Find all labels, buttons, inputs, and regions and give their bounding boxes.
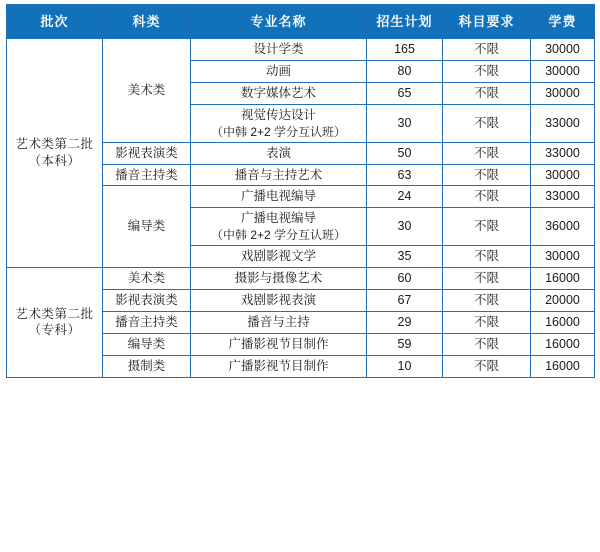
- major-name: 广播影视节目制作: [228, 358, 329, 373]
- cell-requirement: 不限: [443, 104, 531, 142]
- cell-tuition: 33000: [531, 104, 595, 142]
- cell-category: 美术类: [103, 268, 191, 290]
- cell-tuition: 30000: [531, 60, 595, 82]
- table-body: [7, 39, 595, 378]
- cell-plan: 30: [367, 104, 443, 142]
- major-name: 摄影与摄像艺术: [234, 271, 323, 286]
- cell-major: [191, 312, 367, 334]
- major-name: 设计学类: [253, 42, 304, 56]
- cell-tuition: 33000: [531, 186, 595, 208]
- cell-major: [191, 60, 367, 82]
- header-requirement: 科目要求: [443, 5, 531, 39]
- cell-category: 美术类: [103, 39, 191, 143]
- cell-tuition: 30000: [531, 82, 595, 104]
- cell-plan: 60: [367, 268, 443, 290]
- major-name: 数字媒体艺术: [240, 85, 316, 100]
- cell-category: 编导类: [103, 186, 191, 268]
- cell-tuition: 16000: [531, 333, 595, 355]
- major-name: 播音与主持艺术: [234, 167, 323, 182]
- cell-major: [191, 290, 367, 312]
- header-batch: 批次: [7, 5, 103, 39]
- cell-plan: 63: [367, 164, 443, 186]
- cell-plan: 35: [367, 246, 443, 268]
- enrollment-plan-table: [6, 4, 595, 378]
- cell-major: [191, 164, 367, 186]
- cell-category: 影视表演类: [103, 290, 191, 312]
- batch-name: 艺术类第二批: [15, 306, 94, 321]
- cell-plan: 59: [367, 333, 443, 355]
- cell-category: 播音主持类: [103, 312, 191, 334]
- major-name: 播音与主持: [247, 315, 310, 329]
- cell-requirement: 不限: [443, 82, 531, 104]
- cell-requirement: 不限: [443, 164, 531, 186]
- cell-requirement: 不限: [443, 142, 531, 164]
- batch-level: （本科）: [28, 154, 81, 169]
- cell-requirement: 不限: [443, 355, 531, 377]
- cell-major: [191, 268, 367, 290]
- cell-major: [191, 246, 367, 268]
- cell-major: [191, 355, 367, 377]
- cell-requirement: 不限: [443, 246, 531, 268]
- cell-major: [191, 186, 367, 208]
- cell-plan: 30: [367, 208, 443, 246]
- cell-major: [191, 39, 367, 61]
- header-category: 科类: [103, 5, 191, 39]
- cell-plan: 10: [367, 355, 443, 377]
- cell-plan: 65: [367, 82, 443, 104]
- cell-tuition: 30000: [531, 39, 595, 61]
- cell-category: 编导类: [103, 333, 191, 355]
- major-name: 戏剧影视表演: [240, 293, 316, 308]
- cell-plan: 50: [367, 142, 443, 164]
- cell-plan: 67: [367, 290, 443, 312]
- cell-plan: 24: [367, 186, 443, 208]
- cell-plan: 80: [367, 60, 443, 82]
- major-name: 广播电视编导: [240, 189, 316, 204]
- cell-requirement: 不限: [443, 312, 531, 334]
- major-name: 动画: [265, 63, 291, 78]
- table-header: [7, 5, 595, 39]
- major-subtitle: （中韩 2+2 学分互认班）: [210, 124, 347, 139]
- cell-batch: [7, 39, 103, 268]
- major-subtitle: （中韩 2+2 学分互认班）: [210, 228, 347, 243]
- major-name: 表演: [265, 145, 291, 160]
- major-name: 视觉传达设计: [240, 107, 316, 122]
- cell-category: 摄制类: [103, 355, 191, 377]
- header-major: 专业名称: [191, 5, 367, 39]
- cell-major: [191, 208, 367, 246]
- header-row: [7, 5, 595, 39]
- cell-major: [191, 104, 367, 142]
- cell-tuition: 30000: [531, 164, 595, 186]
- table-row: [7, 39, 595, 61]
- cell-major: [191, 333, 367, 355]
- cell-plan: 165: [367, 39, 443, 61]
- header-plan: 招生计划: [367, 5, 443, 39]
- cell-requirement: 不限: [443, 333, 531, 355]
- batch-level: （专科）: [28, 323, 81, 338]
- cell-tuition: 16000: [531, 312, 595, 334]
- cell-tuition: 33000: [531, 142, 595, 164]
- cell-tuition: 30000: [531, 246, 595, 268]
- batch-name: 艺术类第二批: [15, 137, 94, 152]
- cell-tuition: 20000: [531, 290, 595, 312]
- cell-major: [191, 82, 367, 104]
- cell-category: 播音主持类: [103, 164, 191, 186]
- header-tuition: 学费: [531, 5, 595, 39]
- table-row: [7, 268, 595, 290]
- cell-requirement: 不限: [443, 60, 531, 82]
- cell-tuition: 16000: [531, 268, 595, 290]
- cell-major: [191, 142, 367, 164]
- cell-requirement: 不限: [443, 186, 531, 208]
- major-name: 广播电视编导: [240, 211, 316, 226]
- cell-tuition: 36000: [531, 208, 595, 246]
- cell-requirement: 不限: [443, 268, 531, 290]
- cell-requirement: 不限: [443, 39, 531, 61]
- major-name: 广播影视节目制作: [228, 336, 329, 351]
- major-name: 戏剧影视文学: [240, 249, 316, 264]
- cell-tuition: 16000: [531, 355, 595, 377]
- cell-category: 影视表演类: [103, 142, 191, 164]
- cell-requirement: 不限: [443, 208, 531, 246]
- cell-plan: 29: [367, 312, 443, 334]
- cell-requirement: 不限: [443, 290, 531, 312]
- cell-batch: [7, 268, 103, 377]
